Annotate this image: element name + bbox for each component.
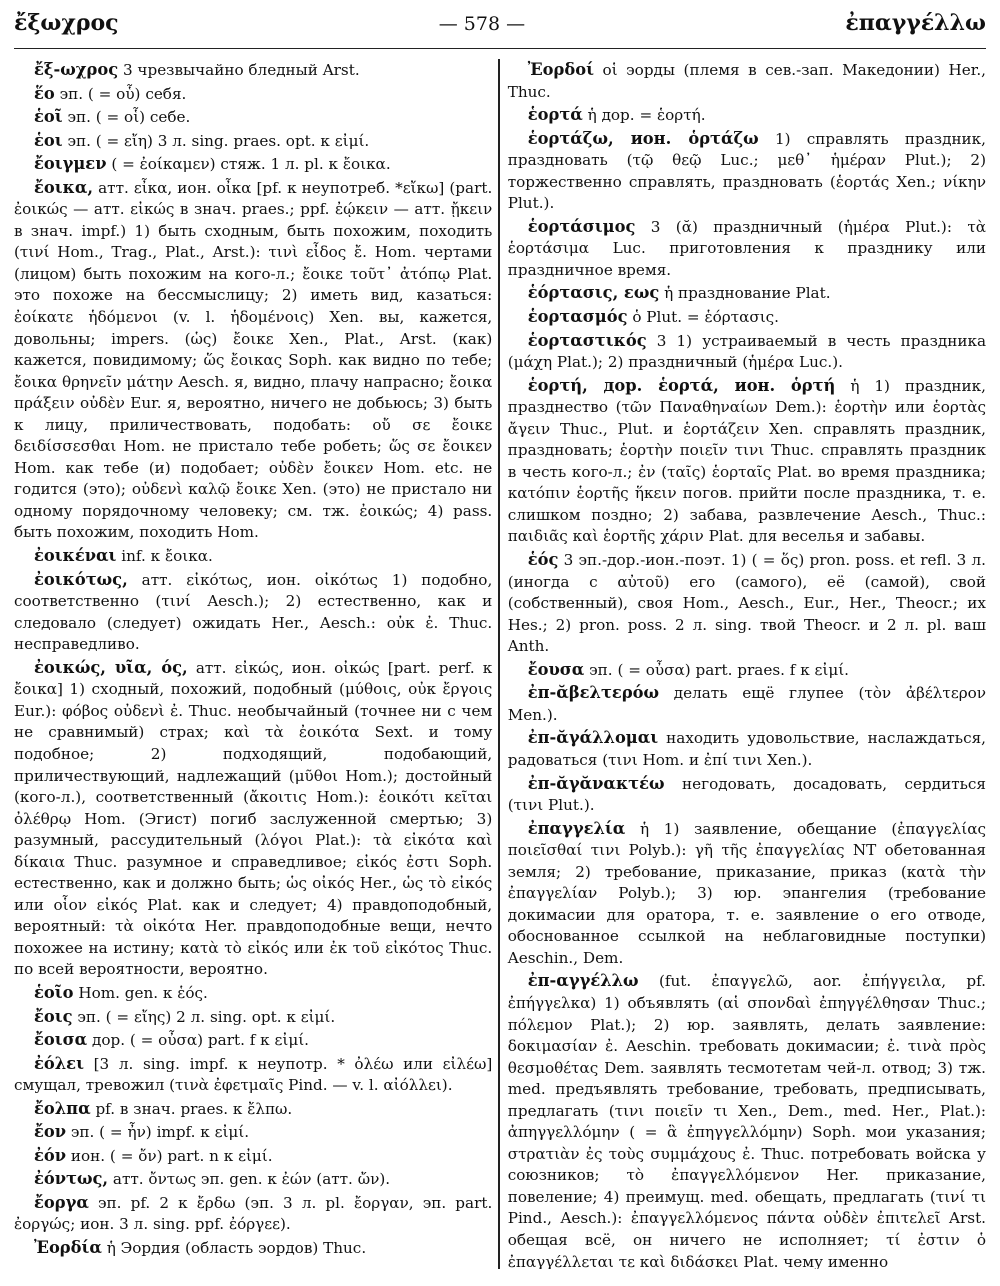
entry-headword: ἑορτάζω, ион. ὁρτάζω (527, 128, 759, 148)
entry-headword: ἐπ-ᾰβελτερόω (527, 683, 660, 703)
entry-definition: негодовать, досадовать, сердиться (τινι Plut.). (507, 774, 986, 815)
dictionary-entry (14, 1168, 492, 1191)
dictionary-entry (14, 59, 492, 82)
dictionary-entry (14, 1098, 492, 1121)
entry-definition: ἡ 1) заявление, обещание (ἐπαγγελίας ποιεῖσθαί τινι Polyb.): γῆ τῆς ἐπαγγελίας NT обетованная земля; 2) требование, приказание, приказ (κατὰ τὴν ἐπαγγελίαν Polyb.); 3) юр. эпангелия (требование докимасии для оратора, т. е. заявление о его отводе, обоснованное ссылкой на неблаговидные поступки) Aeschin., Dem. (507, 819, 986, 967)
entry-headword: ἔουσα (527, 659, 585, 679)
entry-definition: атт. ὄντως эп. gen. к ἐών (атт. ὤν). (112, 1170, 391, 1189)
dictionary-entry (14, 1192, 492, 1236)
dictionary-entry (508, 727, 986, 771)
entry-headword: ἐπ-ᾰγάλλομαι (527, 728, 659, 748)
header-right-word: ἐπαγγέλλω (845, 10, 986, 36)
dictionary-entry (508, 282, 986, 305)
dictionary-entry (14, 83, 492, 106)
entry-headword: ἑορταστικός (527, 330, 647, 350)
dictionary-entry (14, 982, 492, 1005)
entry-headword: ἕο (34, 83, 55, 103)
entry-definition: эп. ( = εἴη) 3 л. sing. praes. opt. к εἰμί. (67, 131, 370, 150)
entry-headword: ἐοικώς, υῖα, ός, (34, 657, 188, 677)
dictionary-entry (508, 773, 986, 817)
entry-definition: эп. pf. 2 к ἔρδω (эп. 3 л. pl. ἔοργαν, эп. part. ἐοργώς; ион. 3 л. sing. ppf. ἐόργεε). (14, 1193, 493, 1234)
entry-definition: делать ещё глупее (τὸν ἀβέλτερον Men.). (507, 684, 986, 724)
entry-headword: ἔοργα (34, 1192, 89, 1212)
dictionary-entry (14, 1121, 492, 1144)
columns (14, 59, 986, 1269)
entry-headword: ἐπ-ᾰγᾰνακτέω (527, 773, 665, 793)
entry-headword: ἐόν (34, 1145, 67, 1165)
dictionary-entry (508, 375, 986, 548)
entry-definition: эп. ( = εἴης) 2 л. sing. opt. к εἰμί. (77, 1007, 336, 1026)
dictionary-entry (14, 545, 492, 568)
entry-definition: дор. ( = οὖσα) part. f к εἰμί. (92, 1031, 309, 1050)
entry-definition: ἡ празднование Plat. (664, 284, 831, 303)
entry-headword: ἔολπα (34, 1098, 91, 1118)
dictionary-entry (14, 177, 492, 544)
entry-definition: ὁ Plut. = ἑόρτασις. (632, 308, 780, 327)
left-column (14, 59, 498, 1269)
header-left-word: ἔξωχρος (14, 10, 119, 36)
entry-definition: 1) справлять праздник, праздновать (τῷ θεῷ Luc.; μεθ᾽ ἡμέραν Plut.); 2) торжественно справлять, праздновать (ἑορτάς Xen.; νίκην Plut.). (507, 129, 986, 213)
entry-headword: ἐόντως, (34, 1169, 109, 1189)
right-column (500, 59, 986, 1269)
entry-definition: οἱ эорды (племя в сев.-зап. Македонии) Her., Thuc. (507, 61, 986, 101)
dictionary-entry (508, 970, 986, 1269)
entry-headword: ἑοι (34, 130, 63, 150)
page-header (14, 10, 986, 49)
entry-headword: ἐπαγγελία (527, 818, 626, 838)
dictionary-entry (508, 306, 986, 329)
entry-headword: ἑορτά (527, 105, 583, 125)
entry-definition: эп. ( = οὖσα) part. praes. f к εἰμί. (589, 660, 850, 679)
entry-definition: эп. ( = οἷ) себе. (67, 108, 191, 127)
entry-definition: (fut. ἐπαγγελῶ, aor. ἐπήγγειλα, pf. ἐπήγγελκα) 1) объявлять (αἱ σπονδαὶ ἐπηγγέλθησαν Thuc.; πόλεμον Plat.); 2) юр. заявлять, делать заявление: δοκιμασίαν ἐ. Aeschin. требовать докимасии; ἐ. τινὰ πρὸς θεσμοθέτας Dem. заявлять тесмотетам чей-л. отвод; 3) тж. med. предъявлять требование, требовать, предписывать, предлагать (τινι ποιεῖν τι Xen., Dem., med. Her., Plat.): ἀπηγγελλόμην ( = ἃ ἐπηγγελλόμην) Soph. мои указания; στρατιὰν ἐς τοὺς συμμάχους ἐ. Thuc. потребовать войска у союзников; τὸ ἐπαγγελλόμενον Her. приказание, повеление; 4) преимущ. med. обещать, предлагать (τινί τι Pind., Aesch.): ἐπαγγελλόμενος πάντα οὐδὲν ἐπιτελεῖ Arst. обещая всё, он ничего не исполняет; τί ἐστιν ὁ ἐπαγγέλλεται τε καὶ διδάσκει Plat. чему именно (507, 972, 986, 1269)
entry-definition: 3 эп.-дор.-ион.-поэт. 1) ( = ὅς) pron. poss. et refl. 3 л. (иногда с αὐτοῦ) его (самого), её (самой), свой (собственный), своя Hom., Aesch., Eur., Her., Theocr.; их Hes.; 2) pron. poss. 2 л. sing. твой Theocr. и 2 л. pl. ваш Anth. (507, 551, 986, 656)
dictionary-entry (508, 104, 986, 127)
dictionary-entry (14, 1029, 492, 1052)
dictionary-entry (508, 128, 986, 215)
dictionary-entry (508, 818, 986, 970)
entry-definition: 3 (ᾰ) праздничный (ἡμέρα Plut.): τὰ ἑορτάσιμα Luc. приготовления к празднику или праздничное время. (507, 217, 986, 279)
dictionary-entry (14, 569, 492, 656)
entry-headword: ἔοισα (34, 1030, 88, 1050)
entry-definition: inf. к ἔοικα. (121, 547, 213, 566)
entry-headword: ἔξ-ωχρος (34, 60, 119, 79)
dictionary-entry (14, 1006, 492, 1029)
page-number: — 578 — (438, 13, 526, 35)
dictionary-entry (14, 1053, 492, 1097)
entry-definition: [3 л. sing. impf. к неупотр. * ὀλέω или εἰλέω] смущал, тревожил (τινὰ ἐφετμαῖς Pind. — v. l. αἰόλλει). (14, 1054, 493, 1095)
entry-headword: ἑός (527, 550, 559, 570)
entry-headword: ἐοικότως, (34, 569, 128, 589)
entry-headword: ἑοῖο (34, 982, 74, 1002)
entry-headword: ἐόλει (34, 1053, 84, 1073)
entry-definition: находить удовольствие, наслаждаться, радоваться (τινι Hom. и ἐπί τινι Xen.). (507, 729, 986, 769)
entry-headword: ἑορτάσιμος (527, 216, 636, 236)
entry-definition: Hom. gen. к ἑός. (78, 983, 208, 1002)
entry-definition: ( = ἐοίκαμεν) стяж. 1 л. pl. к ἔοικα. (111, 155, 391, 174)
entry-definition: эп. ( = ἦν) impf. к εἰμί. (70, 1123, 250, 1142)
entry-definition: ἡ Эордия (область эордов) Thuc. (106, 1238, 367, 1257)
dictionary-entry (14, 106, 492, 129)
dictionary-entry (14, 1237, 492, 1260)
entry-definition: эп. ( = οὗ) себя. (59, 84, 187, 103)
entry-definition: атт. εἰκώς, ион. οἰκώς [part. perf. к ἔοικα] 1) сходный, похожий, подобный (μύθοις, οὐκ ἔργοις Eur.): φόβος οὐδενὶ ἐ. Thuc. необычайный (точнее ни с чем не сравнимый) страх; καὶ τὰ ἐοικότα Sext. и тому подобное; 2) подходящий, подобающий, приличествующий, надлежащий (μῦθοι Hom.); достойный (кого-л.), соответственный (ἄκοιτις Hom.): ἐοικότι κεῖται ὀλέθρῳ Hom. (Эгист) погиб заслуженной смертью; 3) разумный, рассудительный (λόγοι Plat.): τὰ εἰκότα καὶ δίκαια Thuc. разумное и справедливое; εἰκός ἐστι Soph. естественно, как и должно быть; ὡς οἰκός Her., ὡς τὸ εἰκός или οἷον εἰκός Plat. как и следует; 4) правдоподобный, вероятный: τὰ οἰκότα Her. правдоподобные вещи, нечто похожее на истину; κατὰ τὸ εἰκός или ἐκ τοῦ εἰκότος Thuc. по всей вероятности, вероятно. (14, 658, 493, 979)
entry-definition: атт. εἶκα, ион. οἶκα [pf. к неупотреб. *εἴκω] (part. ἐοικώς — атт. εἰκώς в знач. praes.; ppf. ἐῴκειν — атт. ᾔκειν в знач. impf.) 1) быть сходным, быть похожим, походить (τινί Hom., Trag., Plat., Arst.): τινὶ εἶδος ἔ. Hom. чертами (лицом) быть похожим на кого-л.; ἔοικε τοῦτ᾽ ἀτόπῳ Plat. это похоже на бессмыслицу; 2) иметь вид, казаться: ἐοίκατε ἡδόμενοι (v. l. ἡδομένοις) Xen. вы, кажется, довольны; impers. (ὡς) ἔοικε Xen., Plat., Arst. (как) кажется, повидимому; ὥς ἔοικας Soph. как видно по тебе; ἔοικα θρηνεῖν μάτην Aesch. я, видно, плачу напрасно; ἔοικα πράξειν οὐδὲν Eur. я, вероятно, ничего не добьюсь; 3) быть к лицу, приличествовать, подобать: οὔ σε ἔοικε δειδίσσεσθαι Hom. не пристало тебе робеть; ὥς σε ἔοικεν Hom. как тебе (и) подобает; οὐδὲν ἔοικεν Hom. etc. не годится (это); οὐδενὶ καλῷ ἔοικε Xen. (это) не пристало ни одному порядочному человеку; см. тж. ἐοικώς; 4) pass. быть похожим, походить Hom. (14, 178, 493, 542)
entry-headword: ἑορτασμός (527, 307, 628, 327)
entry-headword: Ἐορδία (34, 1237, 102, 1257)
entry-headword: ἔοιγμεν (34, 154, 107, 174)
entry-headword: ἑοῖ (34, 107, 63, 127)
entry-definition: ион. ( = ὄν) part. n к εἰμί. (70, 1146, 273, 1165)
entry-headword: ἔοις (34, 1006, 73, 1026)
entry-headword: Ἐορδοί (527, 60, 594, 79)
entry-headword: ἔοικα, (34, 177, 94, 197)
dictionary-entry (508, 330, 986, 374)
entry-definition: pf. в знач. praes. к ἔλπω. (95, 1099, 293, 1118)
entry-headword: ἔον (34, 1122, 67, 1142)
dictionary-entry (508, 59, 986, 103)
dictionary-entry (14, 130, 492, 153)
entry-headword: ἐπ-αγγέλλω (527, 971, 639, 991)
entry-definition: ἡ дор. = ἑορτή. (587, 106, 706, 125)
entry-headword: ἐοικέναι (34, 546, 117, 566)
entry-definition: ἡ 1) праздник, празднество (τῶν Παναθηναίων Dem.): ἑορτὴν или ἑορτὰς ἄγειν Thuc., Plut. и ἑορτάζειν Xen. справлять праздник, праздновать; ἑορτὴν ποιεῖν τινι Thuc. справлять праздник в честь кого-л.; ἐν (ταῖς) ἑορταῖς Plat. во время праздника; κατόπιν ἑορτῆς ἥκειν погов. прийти после праздника, т. е. слишком поздно; 2) забава, развлечение Aesch., Thuc.: παιδιᾶς καὶ ἑορτῆς χάριν Plat. для веселья и забавы. (507, 376, 986, 546)
dictionary-entry (508, 549, 986, 658)
entry-definition: 3 чрезвычайно бледный Arst. (122, 61, 360, 79)
entry-headword: ἑόρτασις, εως (527, 283, 660, 303)
dictionary-entry (14, 153, 492, 176)
dictionary-entry (508, 216, 986, 282)
entry-headword: ἑορτή, дор. ἑορτά, ион. ὁρτή (527, 375, 836, 395)
dictionary-entry (508, 682, 986, 726)
dictionary-entry (14, 1145, 492, 1168)
entry-definition: атт. εἰκότως, ион. οἰκότως 1) подобно, соответственно (τινί Aesch.); 2) естественно, как и следовало (следует) ожидать Her., Aesch.: οὐκ ἐ. Thuc. несправедливо. (14, 570, 493, 654)
entry-definition: 3 1) устраиваемый в честь праздника (μάχη Plat.); 2) праздничный (ἡμέρα Luc.). (507, 331, 986, 372)
dictionary-entry (508, 659, 986, 682)
dictionary-entry (14, 657, 492, 981)
